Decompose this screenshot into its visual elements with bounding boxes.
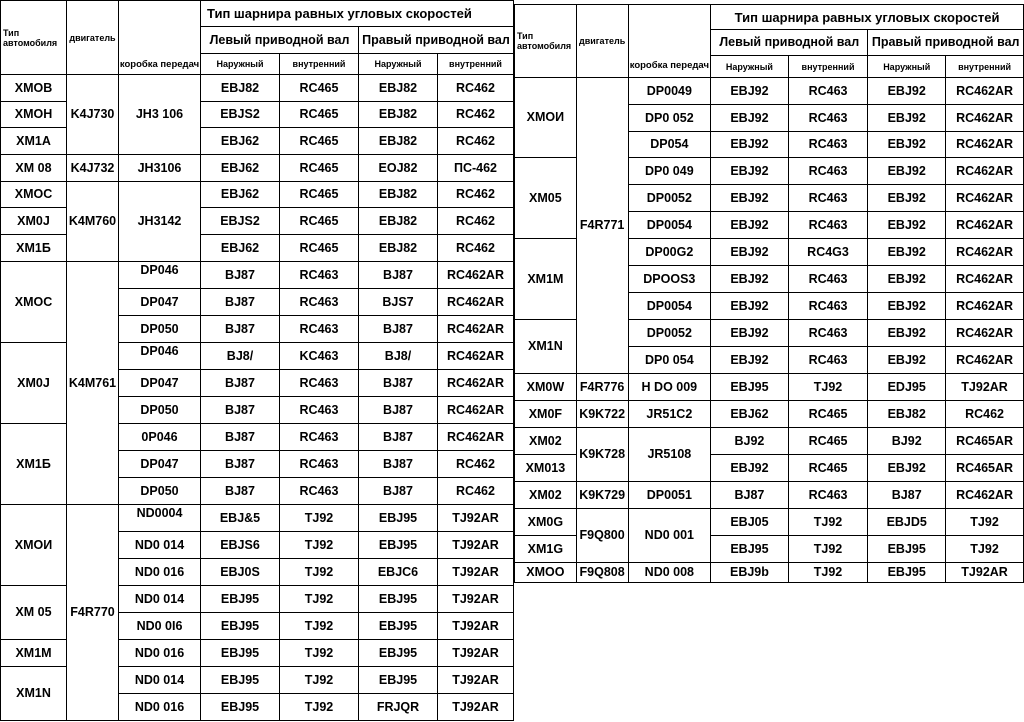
left-inner-cell: RC463 [280, 316, 359, 343]
header-left-inner: внутренний [788, 56, 868, 78]
left-outer-cell: EBJ95 [711, 374, 789, 401]
left-outer-cell: EBJ92 [711, 105, 789, 132]
header-right-inner: внутренний [438, 54, 514, 75]
left-inner-cell: RC4G3 [788, 239, 868, 266]
right-inner-cell: RC462 [438, 182, 514, 208]
left-outer-cell: BJ87 [201, 316, 280, 343]
gearbox-cell: DP050 [119, 316, 201, 343]
header-gearbox: коробка передач [628, 5, 711, 78]
engine-cell: F4R776 [576, 374, 628, 401]
right-outer-cell: EBJ82 [868, 401, 946, 428]
engine-cell: K9K729 [576, 482, 628, 509]
right-outer-cell: EOJ82 [359, 155, 438, 182]
right-outer-cell: EBJ82 [359, 235, 438, 262]
left-outer-cell: EBJ95 [201, 667, 280, 694]
left-outer-cell: EBJ92 [711, 266, 789, 293]
right-inner-cell: RC462AR [946, 132, 1024, 158]
right-inner-cell: RC462 [438, 208, 514, 235]
left-outer-cell: EBJ9b [711, 563, 789, 583]
gearbox-cell: DP0 054 [628, 347, 711, 374]
right-outer-cell: EBJC6 [359, 559, 438, 586]
left-inner-cell: TJ92 [280, 613, 359, 640]
gearbox-cell: ND0 016 [119, 694, 201, 721]
car-cell: XM1Б [1, 424, 67, 505]
left-inner-cell: RC463 [280, 397, 359, 424]
car-cell: XMOC [1, 262, 67, 343]
right-inner-cell: RC462AR [438, 343, 514, 370]
gearbox-cell: ND0 014 [119, 532, 201, 559]
left-outer-cell: BJ87 [201, 370, 280, 397]
right-inner-cell: TJ92AR [438, 613, 514, 640]
left-inner-cell: RC463 [280, 424, 359, 451]
gearbox-cell: DP046 [119, 343, 201, 370]
gearbox-cell: DP00G2 [628, 239, 711, 266]
header-cv-joint-type: Тип шарнира равных угловых скоростей [711, 5, 1024, 30]
car-cell: XM1M [515, 239, 577, 320]
right-outer-cell: EBJ92 [868, 185, 946, 212]
right-outer-cell: EBJ92 [868, 239, 946, 266]
left-inner-cell: RC463 [788, 482, 868, 509]
engine-cell: K4M760 [67, 182, 119, 262]
left-inner-cell: RC463 [280, 370, 359, 397]
left-outer-cell: EBJ95 [201, 640, 280, 667]
left-outer-cell: EBJ95 [201, 694, 280, 721]
header-left-shaft: Левый приводной вал [201, 27, 359, 54]
right-inner-cell: RC462 [438, 75, 514, 102]
right-inner-cell: RC462 [438, 235, 514, 262]
right-inner-cell: RC462AR [946, 320, 1024, 347]
left-inner-cell: RC463 [280, 478, 359, 505]
gearbox-cell: DP0 052 [628, 105, 711, 132]
left-outer-cell: EBJ95 [201, 586, 280, 613]
left-inner-cell: TJ92 [280, 694, 359, 721]
gearbox-cell: DP047 [119, 451, 201, 478]
engine-cell: F4R770 [67, 505, 119, 721]
right-inner-cell: TJ92 [946, 536, 1024, 563]
header-cv-joint-type: Тип шарнира равных угловых скоростей [201, 1, 514, 27]
engine-cell: F4R771 [576, 78, 628, 374]
right-outer-cell: EDJ95 [868, 374, 946, 401]
gearbox-cell: JR5108 [628, 428, 711, 482]
right-outer-cell: EBJD5 [868, 509, 946, 536]
left-outer-cell: EBJ92 [711, 293, 789, 320]
gearbox-cell: DP047 [119, 370, 201, 397]
engine-cell: F9Q800 [576, 509, 628, 563]
gearbox-cell: DP0054 [628, 212, 711, 239]
gearbox-cell: ND0 014 [119, 586, 201, 613]
left-outer-cell: EBJ0S [201, 559, 280, 586]
header-right-shaft: Правый приводной вал [868, 30, 1024, 56]
car-cell: XMOB [1, 75, 67, 102]
left-inner-cell: RC465 [788, 401, 868, 428]
left-outer-cell: EBJ92 [711, 212, 789, 239]
left-inner-cell: RC463 [788, 320, 868, 347]
header-right-inner: внутренний [946, 56, 1024, 78]
gearbox-cell: ND0 008 [628, 563, 711, 583]
left-inner-cell: RC465 [280, 235, 359, 262]
left-inner-cell: TJ92 [280, 640, 359, 667]
car-cell: XM1N [1, 667, 67, 721]
right-outer-cell: BJ87 [359, 424, 438, 451]
right-outer-cell: FRJQR [359, 694, 438, 721]
right-outer-cell: EBJ92 [868, 455, 946, 482]
right-outer-cell: EBJ92 [868, 158, 946, 185]
left-outer-cell: EBJS6 [201, 532, 280, 559]
right-inner-cell: RC462 [438, 102, 514, 128]
left-inner-cell: TJ92 [280, 505, 359, 532]
right-inner-cell: RC462AR [438, 397, 514, 424]
left-inner-cell: RC463 [788, 132, 868, 158]
left-inner-cell: RC463 [280, 289, 359, 316]
left-outer-cell: EBJ92 [711, 347, 789, 374]
left-outer-cell: EBJ92 [711, 455, 789, 482]
right-inner-cell: RC462AR [946, 78, 1024, 105]
gearbox-cell: DP0052 [628, 185, 711, 212]
gearbox-cell: DP0051 [628, 482, 711, 509]
right-inner-cell: TJ92AR [946, 374, 1024, 401]
right-outer-cell: BJ8/ [359, 343, 438, 370]
left-inner-cell: RC463 [788, 266, 868, 293]
right-inner-cell: TJ92AR [438, 532, 514, 559]
gearbox-cell: DP0049 [628, 78, 711, 105]
right-outer-cell: EBJ95 [868, 563, 946, 583]
car-cell: XM0F [515, 401, 577, 428]
left-inner-cell: RC465 [788, 428, 868, 455]
car-cell: XM1M [1, 640, 67, 667]
left-outer-cell: EBJS2 [201, 208, 280, 235]
right-outer-cell: EBJ92 [868, 347, 946, 374]
car-cell: XMOИ [1, 505, 67, 586]
right-outer-cell: EBJ92 [868, 78, 946, 105]
left-outer-cell: EBJ05 [711, 509, 789, 536]
left-outer-cell: EBJ82 [201, 75, 280, 102]
left-inner-cell: TJ92 [788, 563, 868, 583]
car-cell: XM 08 [1, 155, 67, 182]
left-inner-cell: TJ92 [280, 532, 359, 559]
left-inner-cell: RC463 [788, 158, 868, 185]
header-right-shaft: Правый приводной вал [359, 27, 514, 54]
right-inner-cell: TJ92AR [946, 563, 1024, 583]
right-outer-cell: EBJ82 [359, 102, 438, 128]
header-right-outer: Наружный [868, 56, 946, 78]
gearbox-cell: 0P046 [119, 424, 201, 451]
left-inner-cell: RC465 [280, 182, 359, 208]
gearbox-cell: ND0 016 [119, 559, 201, 586]
car-cell: XM1G [515, 536, 577, 563]
right-outer-cell: BJ87 [359, 397, 438, 424]
left-inner-cell: TJ92 [788, 374, 868, 401]
right-inner-cell: TJ92AR [438, 505, 514, 532]
left-outer-cell: BJ92 [711, 428, 789, 455]
right-inner-cell: TJ92 [946, 509, 1024, 536]
left-inner-cell: TJ92 [280, 559, 359, 586]
gearbox-cell: JR51C2 [628, 401, 711, 428]
left-outer-cell: BJ87 [201, 262, 280, 289]
right-outer-cell: EBJ95 [359, 613, 438, 640]
right-inner-cell: RC462AR [946, 293, 1024, 320]
car-cell: XM1A [1, 128, 67, 155]
right-outer-cell: EBJ82 [359, 128, 438, 155]
right-outer-cell: BJ87 [868, 482, 946, 509]
gearbox-cell: ND0 014 [119, 667, 201, 694]
right-outer-cell: EBJ82 [359, 208, 438, 235]
right-inner-cell: RC462 [946, 401, 1024, 428]
left-inner-cell: RC463 [788, 212, 868, 239]
car-cell: XM1Б [1, 235, 67, 262]
car-cell: XM1N [515, 320, 577, 374]
right-outer-cell: BJ87 [359, 262, 438, 289]
left-outer-cell: EBJ62 [201, 155, 280, 182]
car-cell: XM013 [515, 455, 577, 482]
gearbox-cell: DP046 [119, 262, 201, 289]
engine-cell: K4J730 [67, 75, 119, 155]
header-gearbox: коробка передач [119, 1, 201, 75]
gearbox-cell: ND0 001 [628, 509, 711, 563]
gearbox-cell: DP050 [119, 478, 201, 505]
header-left-outer: Наружный [711, 56, 789, 78]
gearbox-cell: DP050 [119, 397, 201, 424]
left-outer-cell: EBJ92 [711, 320, 789, 347]
left-outer-cell: BJ87 [201, 451, 280, 478]
right-inner-cell: RC462 [438, 478, 514, 505]
left-inner-cell: RC463 [788, 105, 868, 132]
left-outer-cell: EBJS2 [201, 102, 280, 128]
gearbox-cell: ND0 016 [119, 640, 201, 667]
left-outer-cell: BJ87 [201, 397, 280, 424]
left-inner-cell: TJ92 [280, 586, 359, 613]
header-left-inner: внутренний [280, 54, 359, 75]
left-inner-cell: RC465 [280, 208, 359, 235]
gearbox-cell: ND0004 [119, 505, 201, 532]
engine-cell: K9K722 [576, 401, 628, 428]
right-outer-cell: BJ92 [868, 428, 946, 455]
right-inner-cell: RC462AR [438, 370, 514, 397]
right-inner-cell: RC462AR [946, 185, 1024, 212]
left-outer-cell: EBJ92 [711, 158, 789, 185]
right-outer-cell: EBJ95 [868, 536, 946, 563]
right-outer-cell: EBJ92 [868, 132, 946, 158]
right-outer-cell: EBJ95 [359, 667, 438, 694]
header-engine: двигатель [576, 5, 628, 78]
right-inner-cell: TJ92AR [438, 694, 514, 721]
right-outer-cell: EBJ92 [868, 266, 946, 293]
right-outer-cell: EBJ92 [868, 105, 946, 132]
left-inner-cell: RC463 [788, 78, 868, 105]
left-outer-cell: BJ87 [201, 478, 280, 505]
left-inner-cell: RC465 [280, 155, 359, 182]
right-outer-cell: EBJ95 [359, 640, 438, 667]
left-inner-cell: RC463 [788, 293, 868, 320]
gearbox-cell: JH3106 [119, 155, 201, 182]
right-outer-cell: BJ87 [359, 478, 438, 505]
car-cell: XM 05 [1, 586, 67, 640]
car-cell: XM0W [515, 374, 577, 401]
gearbox-cell: H DO 009 [628, 374, 711, 401]
left-outer-cell: BJ8/ [201, 343, 280, 370]
right-inner-cell: RC462AR [438, 262, 514, 289]
left-outer-cell: EBJ&5 [201, 505, 280, 532]
left-outer-cell: EBJ62 [711, 401, 789, 428]
right-inner-cell: RC462AR [946, 482, 1024, 509]
right-outer-cell: EBJ82 [359, 75, 438, 102]
left-inner-cell: RC465 [788, 455, 868, 482]
left-inner-cell: RC463 [788, 347, 868, 374]
header-car-type: Тип автомобиля [1, 1, 67, 75]
left-inner-cell: RC465 [280, 75, 359, 102]
right-outer-cell: BJ87 [359, 370, 438, 397]
gearbox-cell: JH3 106 [119, 75, 201, 155]
left-inner-cell: TJ92 [788, 509, 868, 536]
gearbox-cell: DP0 049 [628, 158, 711, 185]
car-cell: XMOИ [515, 78, 577, 158]
header-left-outer: Наружный [201, 54, 280, 75]
car-cell: XM02 [515, 482, 577, 509]
left-outer-cell: EBJ92 [711, 78, 789, 105]
car-cell: XM05 [515, 158, 577, 239]
right-outer-cell: BJ87 [359, 316, 438, 343]
left-outer-cell: EBJ92 [711, 239, 789, 266]
left-outer-cell: BJ87 [711, 482, 789, 509]
left-inner-cell: RC465 [280, 128, 359, 155]
right-inner-cell: TJ92AR [438, 586, 514, 613]
right-inner-cell: RC462AR [946, 239, 1024, 266]
right-outer-cell: BJS7 [359, 289, 438, 316]
right-cv-joint-table [514, 4, 1024, 583]
gearbox-cell: ND0 0I6 [119, 613, 201, 640]
left-outer-cell: EBJ62 [201, 235, 280, 262]
header-car-type: Тип автомобиля [515, 5, 577, 78]
engine-cell: F9Q808 [576, 563, 628, 583]
car-cell: XM02 [515, 428, 577, 455]
right-inner-cell: RC462AR [438, 316, 514, 343]
right-inner-cell: TJ92AR [438, 640, 514, 667]
gearbox-cell: DP054 [628, 132, 711, 158]
left-inner-cell: TJ92 [788, 536, 868, 563]
left-inner-cell: RC465 [280, 102, 359, 128]
right-outer-cell: EBJ92 [868, 320, 946, 347]
left-outer-cell: EBJ95 [711, 536, 789, 563]
engine-cell: K4J732 [67, 155, 119, 182]
right-inner-cell: ПС-462 [438, 155, 514, 182]
gearbox-cell: JH3142 [119, 182, 201, 262]
gearbox-cell: DPOOS3 [628, 266, 711, 293]
left-outer-cell: BJ87 [201, 424, 280, 451]
right-inner-cell: RC465AR [946, 455, 1024, 482]
right-inner-cell: TJ92AR [438, 667, 514, 694]
car-cell: XM0J [1, 208, 67, 235]
engine-cell: K9K728 [576, 428, 628, 482]
gearbox-cell: DP0054 [628, 293, 711, 320]
left-outer-cell: EBJ92 [711, 132, 789, 158]
left-inner-cell: RC463 [280, 262, 359, 289]
left-inner-cell: KC463 [280, 343, 359, 370]
right-outer-cell: EBJ92 [868, 212, 946, 239]
right-inner-cell: RC462AR [946, 212, 1024, 239]
right-inner-cell: RC462AR [438, 289, 514, 316]
car-cell: XM0G [515, 509, 577, 536]
right-inner-cell: RC462AR [946, 266, 1024, 293]
car-cell: XMOO [515, 563, 577, 583]
right-inner-cell: RC462AR [946, 105, 1024, 132]
engine-cell: K4M761 [67, 262, 119, 505]
car-cell: XMOH [1, 102, 67, 128]
left-outer-cell: BJ87 [201, 289, 280, 316]
right-inner-cell: RC462AR [946, 158, 1024, 185]
right-inner-cell: RC462AR [946, 347, 1024, 374]
gearbox-cell: DP0052 [628, 320, 711, 347]
right-inner-cell: TJ92AR [438, 559, 514, 586]
right-outer-cell: EBJ95 [359, 532, 438, 559]
right-inner-cell: RC462 [438, 128, 514, 155]
header-engine: двигатель [67, 1, 119, 75]
left-outer-cell: EBJ92 [711, 185, 789, 212]
left-outer-cell: EBJ62 [201, 182, 280, 208]
left-outer-cell: EBJ62 [201, 128, 280, 155]
car-cell: XM0J [1, 343, 67, 424]
right-outer-cell: EBJ95 [359, 586, 438, 613]
right-inner-cell: RC462AR [438, 424, 514, 451]
car-cell: XMOC [1, 182, 67, 208]
left-inner-cell: RC463 [788, 185, 868, 212]
right-outer-cell: EBJ92 [868, 293, 946, 320]
right-outer-cell: EBJ82 [359, 182, 438, 208]
left-inner-cell: RC463 [280, 451, 359, 478]
header-left-shaft: Левый приводной вал [711, 30, 868, 56]
left-outer-cell: EBJ95 [201, 613, 280, 640]
right-outer-cell: BJ87 [359, 451, 438, 478]
gearbox-cell: DP047 [119, 289, 201, 316]
header-right-outer: Наружный [359, 54, 438, 75]
left-inner-cell: TJ92 [280, 667, 359, 694]
right-inner-cell: RC462 [438, 451, 514, 478]
right-outer-cell: EBJ95 [359, 505, 438, 532]
right-inner-cell: RC465AR [946, 428, 1024, 455]
